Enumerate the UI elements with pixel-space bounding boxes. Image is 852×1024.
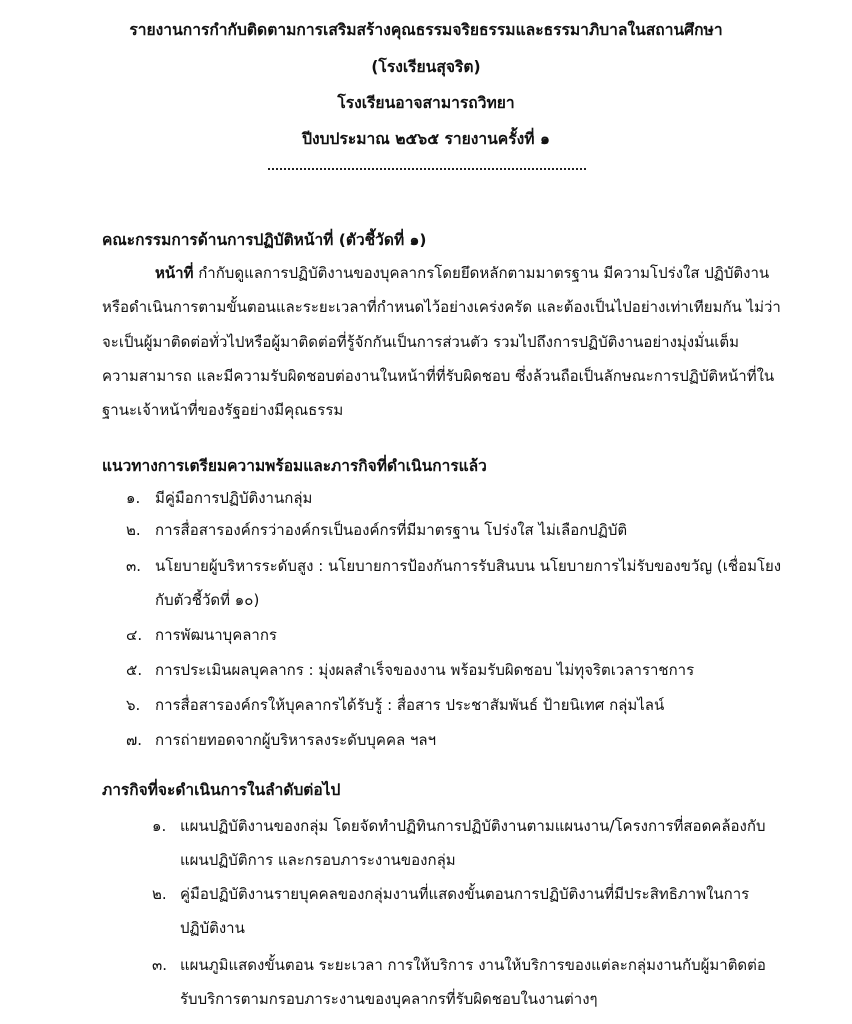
list-item-number: ๓. [152,956,168,974]
report-subtitle: (โรงเรียนสุจริต) [371,58,481,76]
list-item-number: ๗. [126,731,143,749]
list-item-text: นโยบายผู้บริหารระดับสูง : นโยบายการป้องกันการรับสินบน นโยบายการไม่รับของขวัญ (เชื่อมโยง [155,557,782,575]
school-name: โรงเรียนอาจสามารถวิทยา [337,94,515,112]
duty-label: หน้าที่ [155,264,194,282]
list-item-number: ๕. [126,661,143,679]
list-item-number: ๒. [152,885,167,903]
fiscal-year-line: ปีงบประมาณ ๒๕๖๕ รายงานครั้งที่ ๑ [302,130,550,148]
duty-paragraph-line: จะเป็นผู้มาติดต่อทั่วไปหรือผู้มาติดต่อที่รู้จักกันเป็นการส่วนตัว รวมไปถึงการปฏิบัติงานอย่างมุ่งมั่นเต็ม [102,333,740,351]
duty-paragraph-line: ฐานะเจ้าหน้าที่ของรัฐอย่างมีคุณธรรม [102,401,344,419]
report-title: รายงานการกำกับติดตามการเสริมสร้างคุณธรรมจริยธรรมและธรรมาภิบาลในสถานศึกษา [129,21,723,39]
list-item-text: การสื่อสารองค์กรว่าองค์กรเป็นองค์กรที่มีมาตรฐาน โปร่งใส ไม่เลือกปฏิบัติ [155,521,628,539]
duty-paragraph-line: หรือดำเนินการตามขั้นตอนและระยะเวลาที่กำหนดไว้อย่างเคร่งครัด และต้องเป็นไปอย่างเท่าเทียมกัน ไม่ว่า [102,298,781,316]
list-item-text: กับตัวชี้วัดที่ ๑๐) [155,591,260,609]
list-item-text: ปฏิบัติงาน [180,919,245,937]
next-heading: ภารกิจที่จะดำเนินการในลำดับต่อไป [102,781,341,799]
list-item-text: รับบริการตามกรอบภาระงานของบุคลากรที่รับผิดชอบในงานต่างๆ [180,990,598,1008]
list-item-text: มีคู่มือการปฏิบัติงานกลุ่ม [155,489,313,507]
list-item-text: การประเมินผลบุคลากร : มุ่งผลสำเร็จของงาน พร้อมรับผิดชอบ ไม่ทุจริตเวลาราชการ [155,661,695,679]
duty-paragraph-line [155,262,769,284]
list-item-text: การพัฒนาบุคลากร [155,626,277,644]
duty-text: กำกับดูแลการปฏิบัติงานของบุคลากรโดยยึดหลักตามมาตรฐาน มีความโปร่งใส ปฏิบัติงาน [193,264,770,282]
committee-heading: คณะกรรมการด้านการปฏิบัติหน้าที่ (ตัวชี้วัดที่ ๑) [102,231,427,249]
list-item-number: ๓. [126,557,142,575]
list-item-number: ๑. [126,489,141,507]
list-item-text: คู่มือปฏิบัติงานรายบุคคลของกลุ่มงานที่แสดงขั้นตอนการปฏิบัติงานที่มีประสิทธิภาพในการ [180,885,750,903]
list-item-number: ๖. [126,696,141,714]
list-item-text: แผนปฏิบัติการ และกรอบภาระงานของกลุ่ม [180,851,456,869]
list-item-number: ๔. [126,626,143,644]
list-item-number: ๑. [152,817,167,835]
list-item-text: การถ่ายทอดจากผู้บริหารลงระดับบุคคล ฯลฯ [155,731,437,749]
list-item-text: แผนปฏิบัติงานของกลุ่ม โดยจัดทำปฏิทินการปฏิบัติงานตามแผนงาน/โครงการที่สอดคล้องกับ [180,817,766,835]
list-item-text: การสื่อสารองค์กรให้บุคลากรได้รับรู้ : สื่อสาร ประชาสัมพันธ์ ป้ายนิเทศ กลุ่มไลน์ [155,696,665,714]
list-item-text: แผนภูมิแสดงขั้นตอน ระยะเวลา การให้บริการ งานให้บริการของแต่ละกลุ่มงานกับผู้มาติดต่อ [180,956,766,974]
prepared-heading: แนวทางการเตรียมความพร้อมและภารกิจที่ดำเนินการแล้ว [102,457,487,475]
duty-paragraph-line: ความสามารถ และมีความรับผิดชอบต่องานในหน้าที่ที่รับผิดชอบ ซึ่งล้วนถือเป็นลักษณะการปฏิบัติหน้าที่ใน [102,367,775,385]
list-item-number: ๒. [126,521,141,539]
dotted-divider [268,164,586,170]
